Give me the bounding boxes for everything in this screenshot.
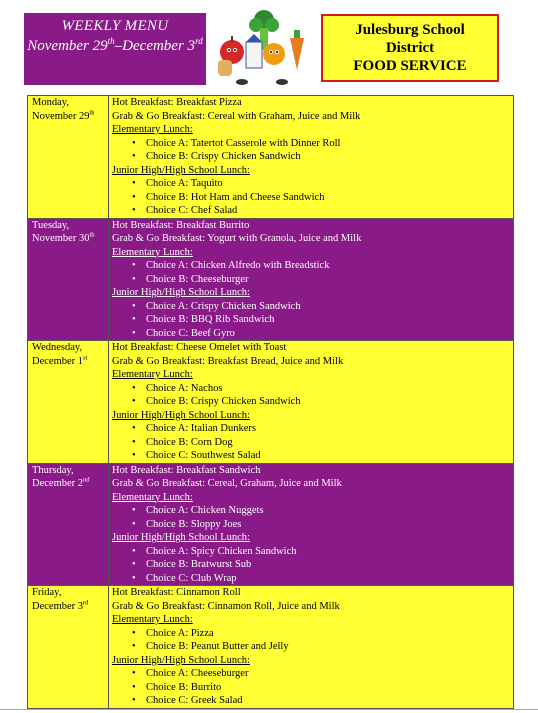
date-label: December 2nd — [32, 476, 90, 489]
weekday-label: Thursday, — [32, 464, 74, 476]
food-service-label: FOOD SERVICE — [353, 58, 467, 74]
elementary-lunch-heading: Elementary Lunch: — [112, 614, 193, 625]
grab-go-breakfast: Grab & Go Breakfast: Breakfast Bread, Juice and Milk — [112, 355, 344, 367]
elementary-choice-b: • Choice B: Crispy Chicken Sandwich — [132, 151, 301, 162]
district-header-box — [321, 14, 499, 82]
day-cell — [28, 96, 109, 219]
meals-cell — [109, 341, 514, 464]
week-date-range: November 29th–December 3rd — [27, 36, 203, 54]
day-row-thursday — [28, 463, 514, 586]
jh-hs-lunch-heading: Junior High/High School Lunch: — [112, 654, 250, 666]
jh-hs-choice-a: • Choice A: Taquito — [132, 178, 223, 189]
jh-hs-lunch-heading: Junior High/High School Lunch: — [112, 287, 250, 298]
jh-hs-choice-c: • Choice C: Southwest Salad — [132, 450, 261, 461]
meals-cell — [109, 586, 514, 709]
jh-hs-lunch-heading: Junior High/High School Lunch: — [112, 409, 250, 421]
hot-breakfast: Hot Breakfast: Breakfast Burrito — [112, 219, 250, 231]
day-row-tuesday — [28, 218, 514, 341]
food-mascot-icon — [212, 8, 314, 88]
jh-hs-choice-c: • Choice C: Beef Gyro — [132, 327, 235, 339]
grab-go-breakfast: Grab & Go Breakfast: Cereal with Graham, Juice and Milk — [112, 110, 361, 122]
district-name-line2: District — [385, 40, 435, 56]
jh-hs-choice-b: • Choice B: Bratwurst Sub — [132, 559, 252, 570]
meals-cell — [109, 96, 514, 219]
jh-hs-choice-a: • Choice A: Italian Dunkers — [132, 423, 256, 434]
weekly-menu-title-box — [24, 13, 206, 85]
elementary-choice-b: • Choice B: Sloppy Joes — [132, 518, 242, 530]
grab-go-breakfast: Grab & Go Breakfast: Cinnamon Roll, Juice and Milk — [112, 600, 340, 612]
weekday-label: Monday, — [32, 97, 69, 108]
day-cell — [28, 218, 109, 341]
date-label: December 1st — [32, 354, 88, 367]
jh-hs-choice-b: • Choice B: BBQ Rib Sandwich — [132, 314, 275, 325]
date-label: November 29th — [32, 109, 95, 122]
hot-breakfast: Hot Breakfast: Breakfast Pizza — [112, 97, 242, 108]
elementary-choice-a: • Choice A: Chicken Alfredo with Breadstick — [132, 260, 330, 271]
elementary-choice-a: • Choice A: Nachos — [132, 382, 223, 394]
day-cell — [28, 463, 109, 586]
weekday-label: Tuesday, — [32, 219, 70, 231]
grab-go-breakfast: Grab & Go Breakfast: Yogurt with Granola, Juice and Milk — [112, 233, 362, 244]
weekday-label: Wednesday, — [32, 342, 83, 353]
jh-hs-choice-c: • Choice C: Club Wrap — [132, 572, 237, 584]
weekday-label: Friday, — [32, 587, 62, 598]
hot-breakfast: Hot Breakfast: Breakfast Sandwich — [112, 464, 261, 476]
jh-hs-choice-b: • Choice B: Burrito — [132, 681, 222, 693]
day-cell — [28, 586, 109, 709]
elementary-choice-a: • Choice A: Chicken Nuggets — [132, 505, 264, 516]
elementary-choice-b: • Choice B: Crispy Chicken Sandwich — [132, 396, 301, 407]
day-row-monday — [28, 96, 514, 219]
date-label: November 30th — [32, 231, 95, 244]
hot-breakfast: Hot Breakfast: Cheese Omelet with Toast — [112, 342, 287, 353]
jh-hs-lunch-heading: Junior High/High School Lunch: — [112, 532, 250, 543]
meals-cell — [109, 218, 514, 341]
elementary-choice-b: • Choice B: Cheeseburger — [132, 273, 249, 285]
elementary-choice-b: • Choice B: Peanut Butter and Jelly — [132, 641, 289, 652]
jh-hs-choice-a: • Choice A: Crispy Chicken Sandwich — [132, 300, 301, 312]
hot-breakfast: Hot Breakfast: Cinnamon Roll — [112, 587, 241, 598]
day-cell — [28, 341, 109, 464]
jh-hs-choice-b: • Choice B: Hot Ham and Cheese Sandwich — [132, 191, 325, 203]
district-name-line1: Julesburg School — [355, 22, 465, 38]
jh-hs-choice-c: • Choice C: Chef Salad — [132, 205, 238, 216]
elementary-choice-a: • Choice A: Tatertot Casserole with Dinner Roll — [132, 137, 341, 149]
date-label: December 3rd — [32, 599, 89, 612]
elementary-lunch-heading: Elementary Lunch: — [112, 369, 193, 380]
jh-hs-choice-c: • Choice C: Greek Salad — [132, 695, 243, 706]
elementary-choice-a: • Choice A: Pizza — [132, 627, 214, 639]
weekly-menu-table — [27, 95, 514, 709]
jh-hs-choice-b: • Choice B: Corn Dog — [132, 436, 233, 448]
jh-hs-lunch-heading: Junior High/High School Lunch: — [112, 164, 250, 176]
grab-go-breakfast: Grab & Go Breakfast: Cereal, Graham, Juice and Milk — [112, 478, 342, 489]
day-row-friday — [28, 586, 514, 709]
jh-hs-choice-a: • Choice A: Cheeseburger — [132, 668, 249, 679]
weekly-menu-title: WEEKLY MENU — [61, 18, 169, 34]
meals-cell — [109, 463, 514, 586]
elementary-lunch-heading: Elementary Lunch: — [112, 491, 193, 503]
elementary-lunch-heading: Elementary Lunch: — [112, 246, 193, 258]
elementary-lunch-heading: Elementary Lunch: — [112, 124, 193, 135]
jh-hs-choice-a: • Choice A: Spicy Chicken Sandwich — [132, 545, 297, 557]
day-row-wednesday — [28, 341, 514, 464]
page-bottom-divider — [0, 709, 538, 710]
